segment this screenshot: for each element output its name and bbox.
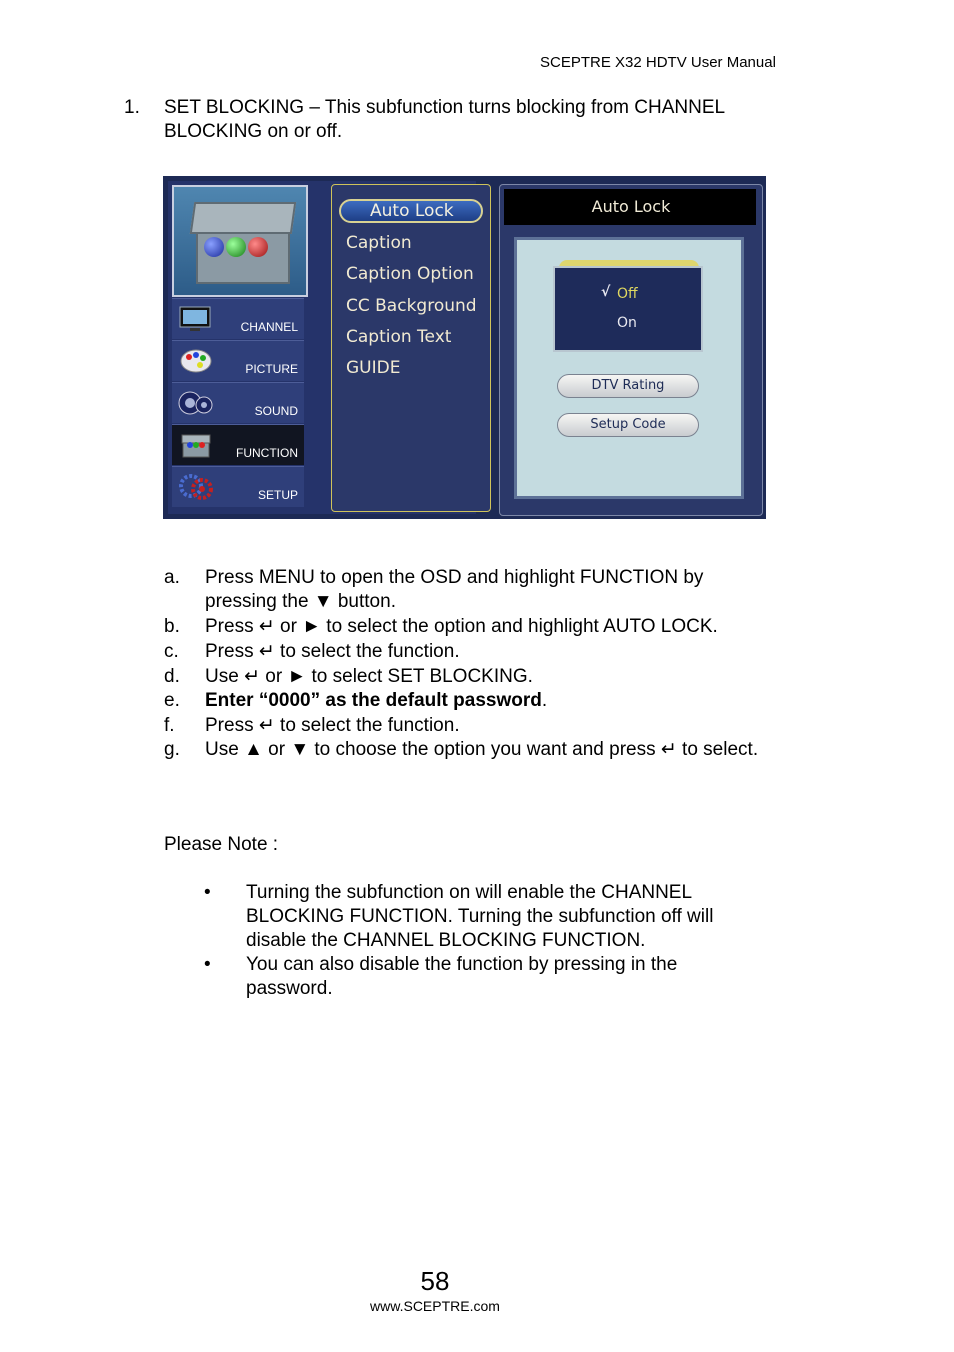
submenu-item-cc-background[interactable]: CC Background bbox=[346, 296, 477, 316]
tv-icon bbox=[178, 303, 214, 335]
speaker-icon bbox=[178, 387, 214, 419]
instruction-text: Use ▲ or ▼ to choose the option you want and press ↵ to select. bbox=[205, 739, 759, 760]
menu-tab-label: SETUP bbox=[257, 488, 298, 502]
checkmark-icon: √ bbox=[601, 284, 611, 300]
instruction-text: Press ↵ to select the function. bbox=[205, 715, 460, 736]
bullet-icon: • bbox=[204, 954, 211, 975]
document-header: SCEPTRE X32 HDTV User Manual bbox=[540, 54, 776, 71]
menu-tab-label: FUNCTION bbox=[236, 446, 298, 460]
menu-tab-sound[interactable] bbox=[172, 382, 304, 423]
menu-tab-label: CHANNEL bbox=[240, 320, 298, 334]
menu-tab-function[interactable] bbox=[172, 424, 304, 465]
menu-tab-label: PICTURE bbox=[245, 362, 298, 376]
submenu-item-auto-lock[interactable]: Auto Lock bbox=[370, 201, 454, 221]
setup-code-button[interactable]: Setup Code bbox=[557, 413, 699, 437]
default-password-emphasis: Enter “0000” as the default password bbox=[205, 690, 542, 711]
step-description: SET BLOCKING – This subfunction turns blocking from CHANNEL BLOCKING on or off. bbox=[164, 97, 725, 142]
menu-tab-setup[interactable] bbox=[172, 466, 304, 507]
function-treasure-chest-illustration bbox=[172, 185, 308, 297]
osd-submenu bbox=[331, 184, 491, 512]
submenu-item-caption-option[interactable]: Caption Option bbox=[346, 264, 474, 284]
step-number: 1. bbox=[124, 97, 140, 118]
instruction-letter: e. bbox=[164, 690, 180, 711]
instruction-text: Press ↵ to select the function. bbox=[205, 641, 460, 662]
menu-tab-label: SOUND bbox=[254, 404, 298, 418]
note-bullet-text: Turning the subfunction on will enable the CHANNEL BLOCKING FUNCTION. Turning the subfunction off will disable the CHANNEL BLOCKING FUNCTION. bbox=[246, 882, 714, 951]
instruction-letter: b. bbox=[164, 616, 180, 637]
osd-detail-panel bbox=[499, 184, 763, 516]
instruction-text: Use ↵ or ► to select SET BLOCKING. bbox=[205, 666, 533, 687]
instruction-text-emphasis bbox=[205, 689, 785, 713]
menu-tab-channel[interactable] bbox=[172, 298, 304, 339]
website-url: www.SCEPTRE.com bbox=[370, 1298, 500, 1314]
instruction-letter: f. bbox=[164, 715, 175, 736]
note-heading: Please Note : bbox=[164, 834, 279, 855]
paint-palette-icon bbox=[178, 345, 214, 377]
note-bullet-text: You can also disable the function by pressing in the password. bbox=[246, 954, 678, 999]
submenu-item-guide[interactable]: GUIDE bbox=[346, 358, 401, 378]
menu-tab-picture[interactable] bbox=[172, 340, 304, 381]
option-on[interactable]: On bbox=[617, 315, 637, 331]
panel-title: Auto Lock bbox=[591, 197, 671, 216]
instruction-letter: c. bbox=[164, 641, 179, 662]
instruction-letter: g. bbox=[164, 739, 180, 760]
set-blocking-popup[interactable] bbox=[553, 266, 703, 352]
submenu-item-caption[interactable]: Caption bbox=[346, 233, 412, 253]
instruction-letter: a. bbox=[164, 567, 180, 588]
dtv-rating-button[interactable]: DTV Rating bbox=[557, 374, 699, 398]
submenu-item-caption-text[interactable]: Caption Text bbox=[346, 327, 452, 347]
option-off[interactable]: Off bbox=[617, 286, 638, 302]
gears-icon bbox=[178, 471, 214, 503]
instruction-text: Press MENU to open the OSD and highlight FUNCTION by pressing the ▼ button. bbox=[205, 567, 704, 612]
instruction-letter: d. bbox=[164, 666, 180, 687]
bullet-icon: • bbox=[204, 882, 211, 903]
instruction-text-suffix: . bbox=[541, 690, 548, 711]
treasure-chest-icon bbox=[178, 429, 214, 461]
osd-screenshot bbox=[163, 176, 766, 519]
instruction-text: Press ↵ or ► to select the option and highlight AUTO LOCK. bbox=[205, 616, 718, 637]
page-number: 58 bbox=[420, 1266, 450, 1296]
auto-lock-options-panel bbox=[514, 237, 744, 499]
